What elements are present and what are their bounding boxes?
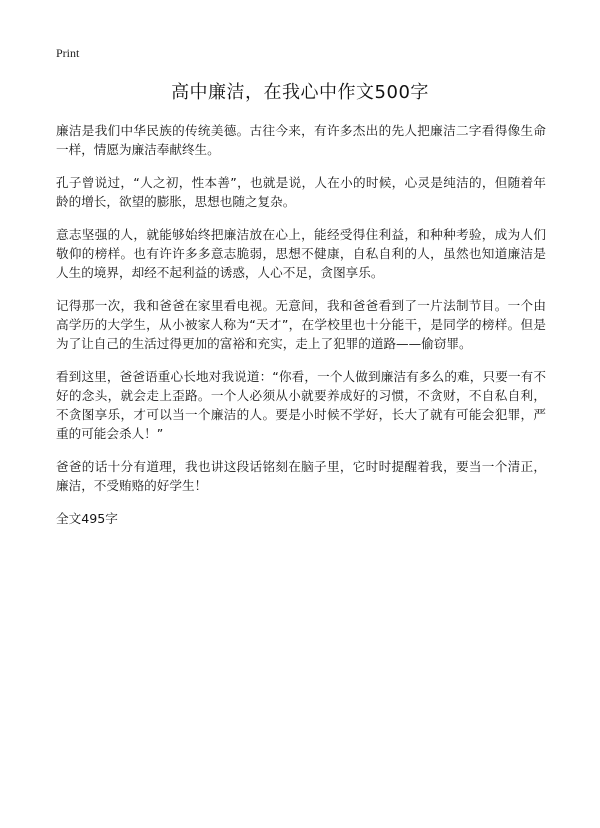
article-paragraph: 意志坚强的人，就能够始终把廉洁放在心上，能经受得住利益，和种种考验，成为人们敬仰的榜样。也有许许多多意志脆弱，思想不健康，自私自利的人，虽然也知道廉洁是人生的境界，却经不起利益的诱惑，人心不足，贪图享乐。 bbox=[56, 227, 546, 280]
article-paragraph: 孔子曾说过，“人之初，性本善”，也就是说，人在小的时候，心灵是纯洁的，但随着年龄的增长，欲望的膨胀，思想也随之复杂。 bbox=[56, 175, 546, 209]
article-body bbox=[56, 121, 546, 528]
word-count: 全文495字 bbox=[56, 511, 118, 526]
article-paragraph: 廉洁是我们中华民族的传统美德。古往今来，有许多杰出的先人把廉洁二字看得像生命一样，情愿为廉洁奉献终生。 bbox=[56, 123, 546, 157]
print-link[interactable]: Print bbox=[56, 46, 80, 60]
page-title: 高中廉洁，在我心中作文500字 bbox=[171, 82, 429, 103]
article-paragraph: 看到这里，爸爸语重心长地对我说道：“你看，一个人做到廉洁有多么的难，只要一有不好的念头，就会走上歪路。一个人必须从小就要养成好的习惯，不贪财，不自私自利，不贪图享乐，才可以当一个廉洁的人。要是小时候不学好，长大了就有可能会犯罪，严重的可能会杀人！” bbox=[56, 369, 546, 441]
article-paragraph: 记得那一次，我和爸爸在家里看电视。无意间，我和爸爸看到了一片法制节目。一个由高学历的大学生，从小被家人称为“天才”，在学校里也十分能干，是同学的榜样。但是为了让自己的生活过得更加的富裕和充实，走上了犯罪的道路——偷窃罪。 bbox=[56, 298, 546, 351]
article-paragraph: 爸爸的话十分有道理，我也讲这段话铭刻在脑子里，它时时提醒着我，要当一个清正，廉洁，不受贿赂的好学生！ bbox=[56, 459, 546, 493]
